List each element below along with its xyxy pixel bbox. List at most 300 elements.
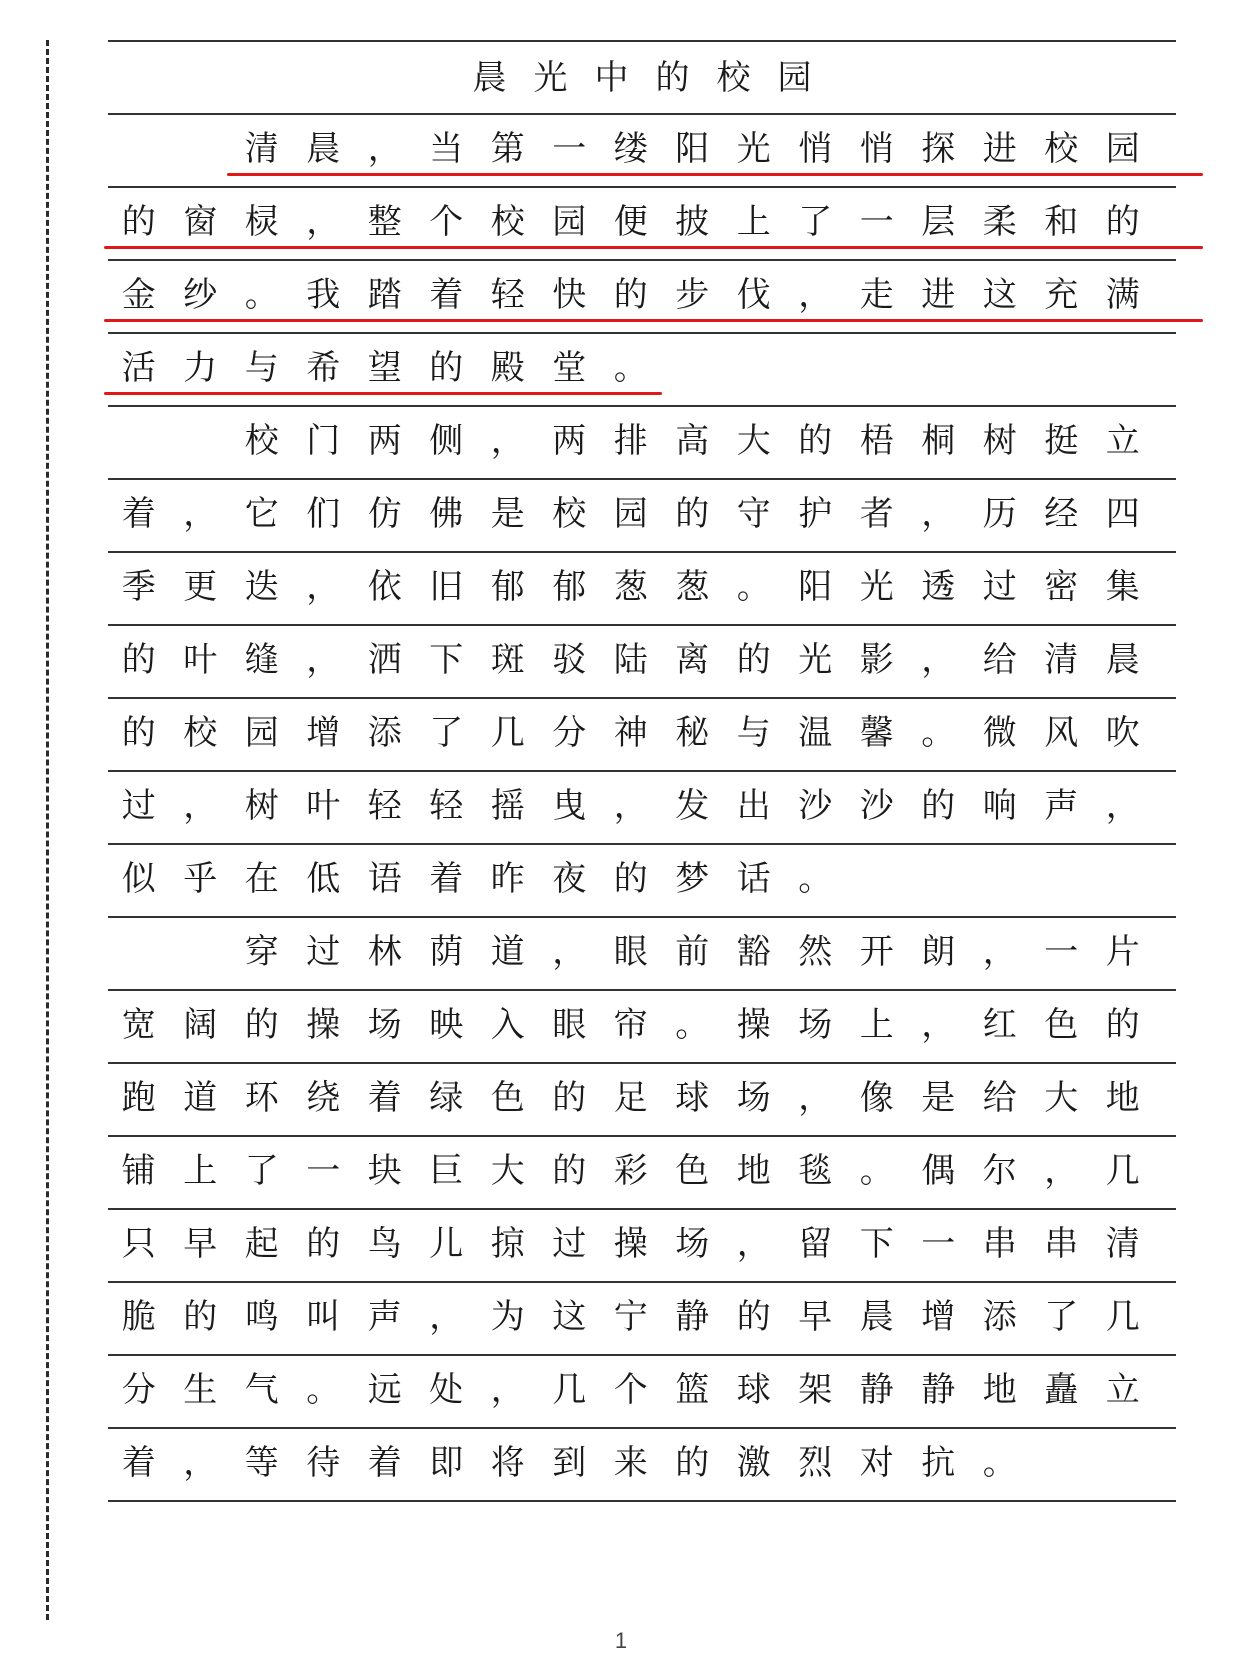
text-char: 操	[736, 1005, 771, 1045]
text-line	[108, 1435, 1176, 1491]
text-char: 力	[183, 348, 218, 388]
text-char: 道	[490, 932, 525, 972]
text-char: 起	[244, 1224, 279, 1264]
text-line	[108, 997, 1176, 1053]
text-char: 葱	[675, 567, 710, 607]
text-char: 进	[982, 129, 1017, 169]
text-char: 生	[183, 1370, 218, 1410]
text-char: 校	[244, 421, 279, 461]
text-char: 排	[613, 421, 648, 461]
text-char: 巨	[429, 1151, 464, 1191]
text-char: 过	[306, 932, 341, 972]
text-char: 的	[921, 786, 956, 826]
text-char: 园	[244, 713, 279, 753]
text-char: 串	[1044, 1224, 1079, 1264]
text-char: 离	[675, 640, 710, 680]
text-char: 几	[1105, 1151, 1140, 1191]
text-char: 整	[367, 202, 402, 242]
text-char: 护	[798, 494, 833, 534]
text-char: 是	[921, 1078, 956, 1118]
text-char: 侧	[429, 421, 464, 461]
text-char: 窗	[183, 202, 218, 242]
text-char: 轻	[367, 786, 402, 826]
text-char: 。	[859, 1151, 894, 1191]
ruled-line	[108, 1427, 1176, 1429]
text-char: 下	[859, 1224, 894, 1264]
text-char: 快	[552, 275, 587, 315]
text-char: ，	[429, 1297, 464, 1337]
text-char: 增	[921, 1297, 956, 1337]
text-char: 脆	[121, 1297, 156, 1337]
text-char: 远	[367, 1370, 402, 1410]
text-char: 片	[1105, 932, 1140, 972]
red-underline	[227, 173, 1203, 176]
text-char: 地	[736, 1151, 771, 1191]
text-char: 气	[244, 1370, 279, 1410]
text-char: 过	[121, 786, 156, 826]
text-char: 陆	[613, 640, 648, 680]
text-char: ，	[306, 640, 341, 680]
text-char: 斑	[490, 640, 525, 680]
text-char: 大	[736, 421, 771, 461]
text-char: 掠	[490, 1224, 525, 1264]
text-char: 响	[982, 786, 1017, 826]
text-char: 历	[982, 494, 1017, 534]
ruled-line	[108, 1281, 1176, 1283]
text-char: 我	[306, 275, 341, 315]
text-char: 柔	[982, 202, 1017, 242]
text-char: 然	[798, 932, 833, 972]
text-char: 烈	[798, 1443, 833, 1483]
text-char: 大	[1044, 1078, 1079, 1118]
text-char: 与	[736, 713, 771, 753]
text-char: ，	[798, 275, 833, 315]
title-char: 园	[777, 58, 812, 98]
text-char: 到	[552, 1443, 587, 1483]
text-char: 光	[859, 567, 894, 607]
text-char: 秘	[675, 713, 710, 753]
text-char: ，	[736, 1224, 771, 1264]
text-char: 早	[798, 1297, 833, 1337]
text-char: 大	[490, 1151, 525, 1191]
text-char: 静	[921, 1370, 956, 1410]
text-char: 的	[675, 1443, 710, 1483]
text-char: 眼	[613, 932, 648, 972]
ruled-line	[108, 1354, 1176, 1356]
text-char: 几	[490, 713, 525, 753]
text-char: 馨	[859, 713, 894, 753]
text-char: 尔	[982, 1151, 1017, 1191]
text-char: 一	[1044, 932, 1079, 972]
text-char: 一	[306, 1151, 341, 1191]
text-char: 阳	[798, 567, 833, 607]
text-char: 密	[1044, 567, 1079, 607]
text-line	[108, 121, 1176, 177]
text-char: 的	[121, 713, 156, 753]
text-char: 鸣	[244, 1297, 279, 1337]
text-char: 朗	[921, 932, 956, 972]
text-char: 它	[244, 494, 279, 534]
text-char: 缕	[613, 129, 648, 169]
text-char: 的	[675, 494, 710, 534]
text-char: 风	[1044, 713, 1079, 753]
text-char: 曳	[552, 786, 587, 826]
red-underline	[104, 392, 662, 395]
text-char: 当	[429, 129, 464, 169]
page-number: 1	[614, 1628, 628, 1653]
text-char: 眼	[552, 1005, 587, 1045]
text-char: 色	[675, 1151, 710, 1191]
text-char: ，	[1105, 786, 1140, 826]
text-char: 沙	[798, 786, 833, 826]
text-char: 发	[675, 786, 710, 826]
text-char: ，	[183, 786, 218, 826]
text-char: 清	[1105, 1224, 1140, 1264]
text-char: 立	[1105, 421, 1140, 461]
text-char: 道	[183, 1078, 218, 1118]
text-char: 跑	[121, 1078, 156, 1118]
text-char: 儿	[429, 1224, 464, 1264]
text-char: 即	[429, 1443, 464, 1483]
text-char: 豁	[736, 932, 771, 972]
page-title	[108, 50, 1176, 106]
text-char: 光	[736, 129, 771, 169]
text-char: 串	[982, 1224, 1017, 1264]
text-char: 踏	[367, 275, 402, 315]
text-char: 便	[613, 202, 648, 242]
text-char: 地	[982, 1370, 1017, 1410]
text-char: ，	[921, 494, 956, 534]
text-char: ，	[183, 494, 218, 534]
text-char: 抗	[921, 1443, 956, 1483]
ruled-line	[108, 1062, 1176, 1064]
title-char: 中	[594, 58, 629, 98]
text-char: 树	[244, 786, 279, 826]
text-char: 激	[736, 1443, 771, 1483]
text-char: 将	[490, 1443, 525, 1483]
text-char: 了	[798, 202, 833, 242]
text-char: 绿	[429, 1078, 464, 1118]
text-char: 的	[552, 1151, 587, 1191]
text-char: 上	[859, 1005, 894, 1045]
text-char: 绕	[306, 1078, 341, 1118]
text-char: 昨	[490, 859, 525, 899]
text-char: 悄	[859, 129, 894, 169]
text-char: 四	[1105, 494, 1140, 534]
text-char: 偶	[921, 1151, 956, 1191]
text-char: 块	[367, 1151, 402, 1191]
text-char: 色	[1044, 1005, 1079, 1045]
text-char: 希	[306, 348, 341, 388]
text-char: 了	[429, 713, 464, 753]
text-char: 早	[183, 1224, 218, 1264]
text-char: 着	[121, 1443, 156, 1483]
text-char: ，	[367, 129, 402, 169]
text-char: 的	[613, 859, 648, 899]
text-char: 语	[367, 859, 402, 899]
text-char: 挺	[1044, 421, 1079, 461]
text-char: ，	[921, 640, 956, 680]
text-char: 季	[121, 567, 156, 607]
margin-dashed-line	[46, 40, 49, 1620]
text-char: 场	[367, 1005, 402, 1045]
text-line	[108, 705, 1176, 761]
text-char: 温	[798, 713, 833, 753]
text-char: 阳	[675, 129, 710, 169]
text-char: ，	[490, 421, 525, 461]
text-char: 门	[306, 421, 341, 461]
text-char: ，	[183, 1443, 218, 1483]
text-char: 着	[121, 494, 156, 534]
text-char: 阔	[183, 1005, 218, 1045]
text-char: 着	[367, 1443, 402, 1483]
text-char: 桐	[921, 421, 956, 461]
text-line	[108, 1362, 1176, 1418]
text-char: 话	[736, 859, 771, 899]
text-char: 校	[552, 494, 587, 534]
ruled-line	[108, 1500, 1176, 1502]
text-line	[108, 413, 1176, 469]
text-char: 声	[367, 1297, 402, 1337]
text-char: 。	[244, 275, 279, 315]
text-char: 园	[552, 202, 587, 242]
text-char: 乎	[183, 859, 218, 899]
text-char: 依	[367, 567, 402, 607]
text-char: 的	[1105, 202, 1140, 242]
text-char: 园	[1105, 129, 1140, 169]
red-underline	[104, 246, 1203, 249]
text-line	[108, 1143, 1176, 1199]
text-char: 这	[552, 1297, 587, 1337]
text-char: 留	[798, 1224, 833, 1264]
text-char: 充	[1044, 275, 1079, 315]
text-char: 毯	[798, 1151, 833, 1191]
text-char: 宁	[613, 1297, 648, 1337]
ruled-line	[108, 624, 1176, 626]
text-char: 场	[675, 1224, 710, 1264]
text-line	[108, 778, 1176, 834]
text-char: 架	[798, 1370, 833, 1410]
text-char: 林	[367, 932, 402, 972]
text-char: 铺	[121, 1151, 156, 1191]
text-char: 色	[490, 1078, 525, 1118]
title-char: 的	[655, 58, 690, 98]
text-char: 的	[552, 1078, 587, 1118]
text-char: 在	[244, 859, 279, 899]
text-line	[108, 486, 1176, 542]
text-char: 宽	[121, 1005, 156, 1045]
text-char: 是	[490, 494, 525, 534]
text-char: 活	[121, 348, 156, 388]
text-char: 像	[859, 1078, 894, 1118]
text-char: 夜	[552, 859, 587, 899]
text-char: 透	[921, 567, 956, 607]
text-char: 的	[1105, 1005, 1140, 1045]
red-underline	[104, 319, 1203, 322]
text-char: 们	[306, 494, 341, 534]
text-char: 。	[921, 713, 956, 753]
ruled-line	[108, 478, 1176, 480]
text-char: 出	[736, 786, 771, 826]
text-char: 集	[1105, 567, 1140, 607]
text-char: 仿	[367, 494, 402, 534]
text-char: 满	[1105, 275, 1140, 315]
text-char: 第	[490, 129, 525, 169]
text-char: 几	[1105, 1297, 1140, 1337]
text-char: 摇	[490, 786, 525, 826]
title-char: 光	[533, 58, 568, 98]
text-char: 映	[429, 1005, 464, 1045]
text-line	[108, 632, 1176, 688]
text-line	[108, 194, 1176, 250]
text-line	[108, 267, 1176, 323]
text-char: 静	[675, 1297, 710, 1337]
text-char: 迭	[244, 567, 279, 607]
text-char: 金	[121, 275, 156, 315]
text-char: 几	[552, 1370, 587, 1410]
text-char: 梧	[859, 421, 894, 461]
text-char: 缝	[244, 640, 279, 680]
text-char: 上	[736, 202, 771, 242]
text-char: 立	[1105, 1370, 1140, 1410]
text-char: 的	[306, 1224, 341, 1264]
text-char: 操	[613, 1224, 648, 1264]
text-char: 层	[921, 202, 956, 242]
ruled-line	[108, 989, 1176, 991]
text-char: 探	[921, 129, 956, 169]
text-char: 为	[490, 1297, 525, 1337]
text-char: ，	[306, 567, 341, 607]
text-line	[108, 340, 1176, 396]
text-char: 叶	[183, 640, 218, 680]
text-char: 增	[306, 713, 341, 753]
text-char: 影	[859, 640, 894, 680]
text-char: 红	[982, 1005, 1017, 1045]
text-char: 开	[859, 932, 894, 972]
ruled-line	[108, 1135, 1176, 1137]
text-char: 操	[306, 1005, 341, 1045]
ruled-line	[108, 405, 1176, 407]
text-char: 场	[736, 1078, 771, 1118]
text-char: 吹	[1105, 713, 1140, 753]
text-char: 进	[921, 275, 956, 315]
ruled-line	[108, 113, 1176, 115]
text-line	[108, 1216, 1176, 1272]
text-char: 添	[367, 713, 402, 753]
text-char: 对	[859, 1443, 894, 1483]
text-char: 上	[183, 1151, 218, 1191]
text-char: 悄	[798, 129, 833, 169]
text-char: 神	[613, 713, 648, 753]
text-char: 过	[552, 1224, 587, 1264]
text-char: 给	[982, 1078, 1017, 1118]
text-char: 守	[736, 494, 771, 534]
text-char: 两	[552, 421, 587, 461]
text-char: 球	[736, 1370, 771, 1410]
text-char: 郁	[490, 567, 525, 607]
ruled-line	[108, 697, 1176, 699]
ruled-line	[108, 916, 1176, 918]
ruled-line	[108, 1208, 1176, 1210]
text-char: 了	[1044, 1297, 1079, 1337]
text-char: 足	[613, 1078, 648, 1118]
text-char: 地	[1105, 1078, 1140, 1118]
text-char: 声	[1044, 786, 1079, 826]
text-char: ，	[1044, 1151, 1079, 1191]
text-char: ，	[921, 1005, 956, 1045]
text-char: 待	[306, 1443, 341, 1483]
text-char: 晨	[1105, 640, 1140, 680]
text-char: 光	[798, 640, 833, 680]
text-line	[108, 1289, 1176, 1345]
text-char: 处	[429, 1370, 464, 1410]
text-char: 叫	[306, 1297, 341, 1337]
text-char: 校	[490, 202, 525, 242]
text-char: 经	[1044, 494, 1079, 534]
text-char: 晨	[306, 129, 341, 169]
text-char: 篮	[675, 1370, 710, 1410]
text-line	[108, 851, 1176, 907]
text-char: 这	[982, 275, 1017, 315]
text-char: 清	[244, 129, 279, 169]
text-char: ，	[982, 932, 1017, 972]
text-char: 和	[1044, 202, 1079, 242]
text-char: 更	[183, 567, 218, 607]
text-char: ，	[798, 1078, 833, 1118]
text-char: 园	[613, 494, 648, 534]
text-char: 分	[121, 1370, 156, 1410]
ruled-line	[108, 770, 1176, 772]
ruled-line	[108, 551, 1176, 553]
text-char: 下	[429, 640, 464, 680]
text-char: 分	[552, 713, 587, 753]
text-char: 者	[859, 494, 894, 534]
text-char: 荫	[429, 932, 464, 972]
text-char: 。	[982, 1443, 1017, 1483]
text-char: 洒	[367, 640, 402, 680]
text-char: 旧	[429, 567, 464, 607]
text-char: 步	[675, 275, 710, 315]
text-char: 校	[1044, 129, 1079, 169]
text-char: ，	[306, 202, 341, 242]
text-char: 轻	[429, 786, 464, 826]
text-char: 葱	[613, 567, 648, 607]
text-char: 彩	[613, 1151, 648, 1191]
ruled-line	[108, 843, 1176, 845]
text-char: 前	[675, 932, 710, 972]
text-char: 入	[490, 1005, 525, 1045]
text-char: 。	[736, 567, 771, 607]
text-char: 的	[183, 1297, 218, 1337]
text-char: 球	[675, 1078, 710, 1118]
text-char: 个	[429, 202, 464, 242]
text-char: 披	[675, 202, 710, 242]
text-char: 一	[921, 1224, 956, 1264]
text-char: 低	[306, 859, 341, 899]
text-char: ，	[613, 786, 648, 826]
ruled-line	[108, 40, 1176, 42]
text-char: 环	[244, 1078, 279, 1118]
text-char: 伐	[736, 275, 771, 315]
text-char: 郁	[552, 567, 587, 607]
text-char: 的	[244, 1005, 279, 1045]
text-char: 只	[121, 1224, 156, 1264]
text-char: 微	[982, 713, 1017, 753]
text-char: 了	[244, 1151, 279, 1191]
text-char: 的	[121, 202, 156, 242]
text-char: 堂	[552, 348, 587, 388]
text-char: 着	[429, 859, 464, 899]
